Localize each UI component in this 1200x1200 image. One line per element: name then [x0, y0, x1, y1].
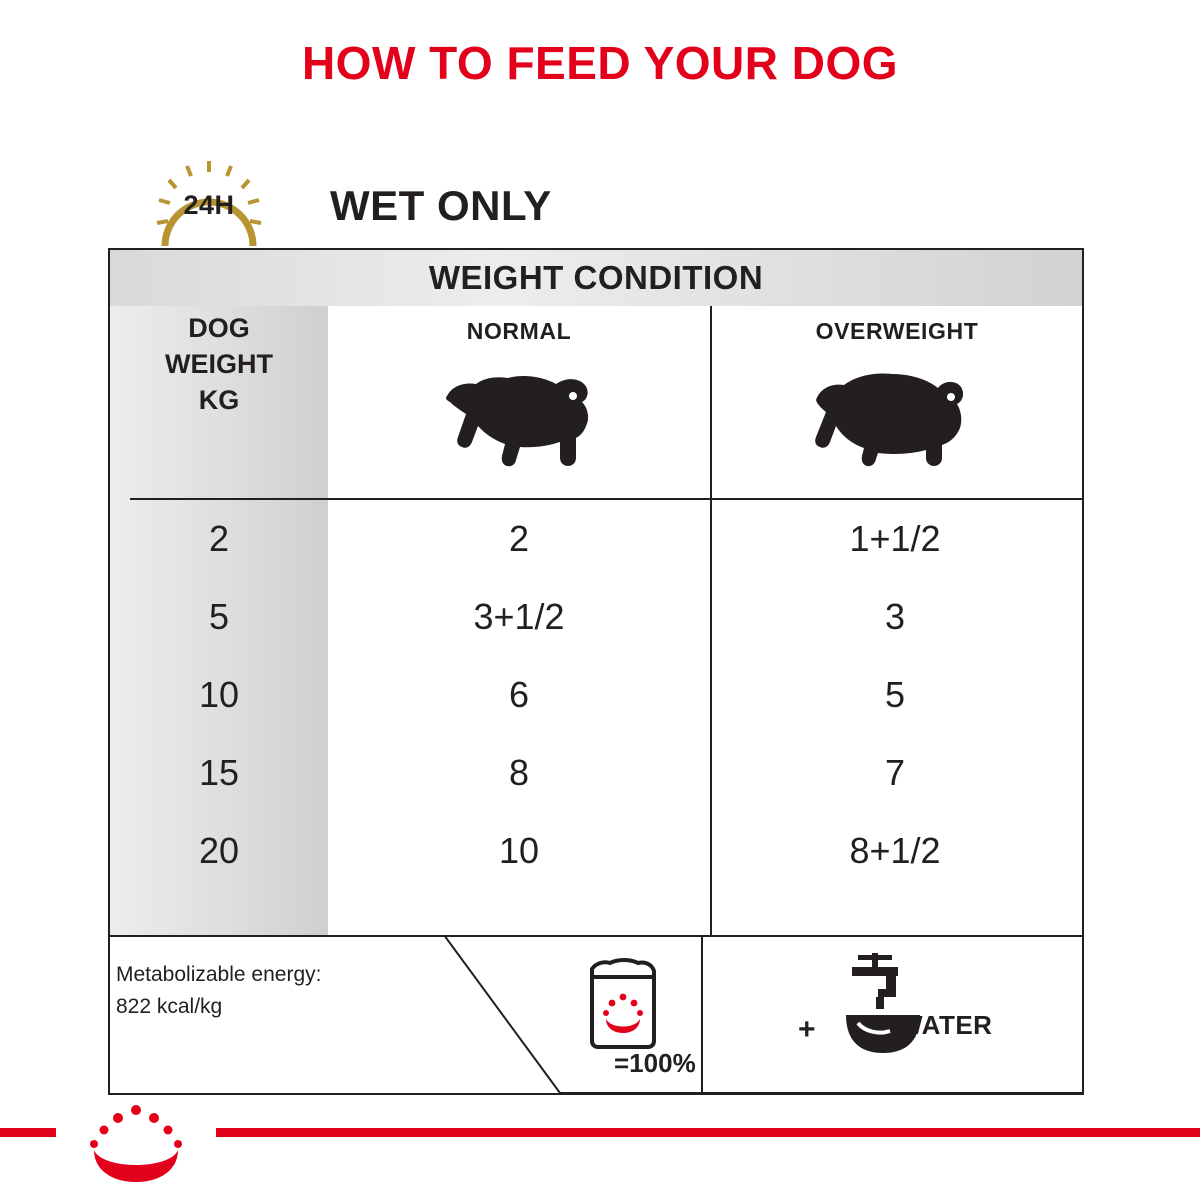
table-banner: [110, 250, 1082, 306]
table-row: [110, 500, 1082, 578]
badge-label: 24H: [183, 190, 235, 220]
dog-normal-silhouette-icon: [438, 366, 598, 481]
cell-weight: 15: [198, 752, 240, 793]
table-row: [110, 656, 1082, 734]
royal-canin-crown-icon: [56, 1096, 216, 1184]
brand-logo: [56, 1096, 216, 1184]
cell-weight: 5: [208, 596, 230, 637]
page-title: HOW TO FEED YOUR DOG: [301, 37, 899, 89]
cell-normal: 6: [508, 674, 530, 715]
cell-overweight: 3: [884, 596, 906, 637]
tap-water-bowl-icon: [824, 949, 936, 1059]
table-banner-label: WEIGHT CONDITION: [428, 259, 764, 296]
cell-weight: 2: [208, 518, 230, 559]
energy-line-2: 822 kcal/kg: [116, 995, 223, 1018]
dog-overweight-silhouette-icon: [808, 366, 968, 481]
table-rows: [110, 500, 1082, 890]
wet-food-pouch-icon: [578, 953, 668, 1049]
table-row: [110, 578, 1082, 656]
energy-line-1: Metabolizable energy:: [116, 963, 322, 986]
cell-overweight: 1+1/2: [849, 518, 941, 559]
section-heading: WET ONLY: [330, 182, 552, 229]
plus-sign: +: [798, 1013, 816, 1046]
cell-overweight: 8+1/2: [849, 830, 941, 871]
cell-weight: 10: [198, 674, 240, 715]
cell-weight: 20: [198, 830, 240, 871]
column-header-normal: NORMAL: [466, 318, 572, 344]
water-label: WATER: [898, 1010, 993, 1040]
table-footer-bar: [108, 935, 1084, 1095]
weight-header-line-2: WEIGHT: [165, 349, 273, 379]
cell-normal: 2: [508, 518, 530, 559]
feeding-frequency-badge: [143, 160, 275, 248]
cell-overweight: 5: [884, 674, 906, 715]
metabolizable-energy-note: [116, 959, 321, 1023]
weight-header-line-1: DOG: [188, 313, 250, 343]
column-header-overweight: OVERWEIGHT: [815, 318, 979, 344]
table-row: [110, 812, 1082, 890]
weight-column-header: [110, 310, 328, 418]
cell-normal: 3+1/2: [473, 596, 565, 637]
cell-normal: 8: [508, 752, 530, 793]
cell-normal: 10: [498, 830, 540, 871]
feeding-table: [108, 248, 1084, 1098]
weight-header-line-3: KG: [198, 385, 240, 415]
cell-overweight: 7: [884, 752, 906, 793]
table-row: [110, 734, 1082, 812]
pouch-percent-label: =100%: [614, 1048, 696, 1078]
